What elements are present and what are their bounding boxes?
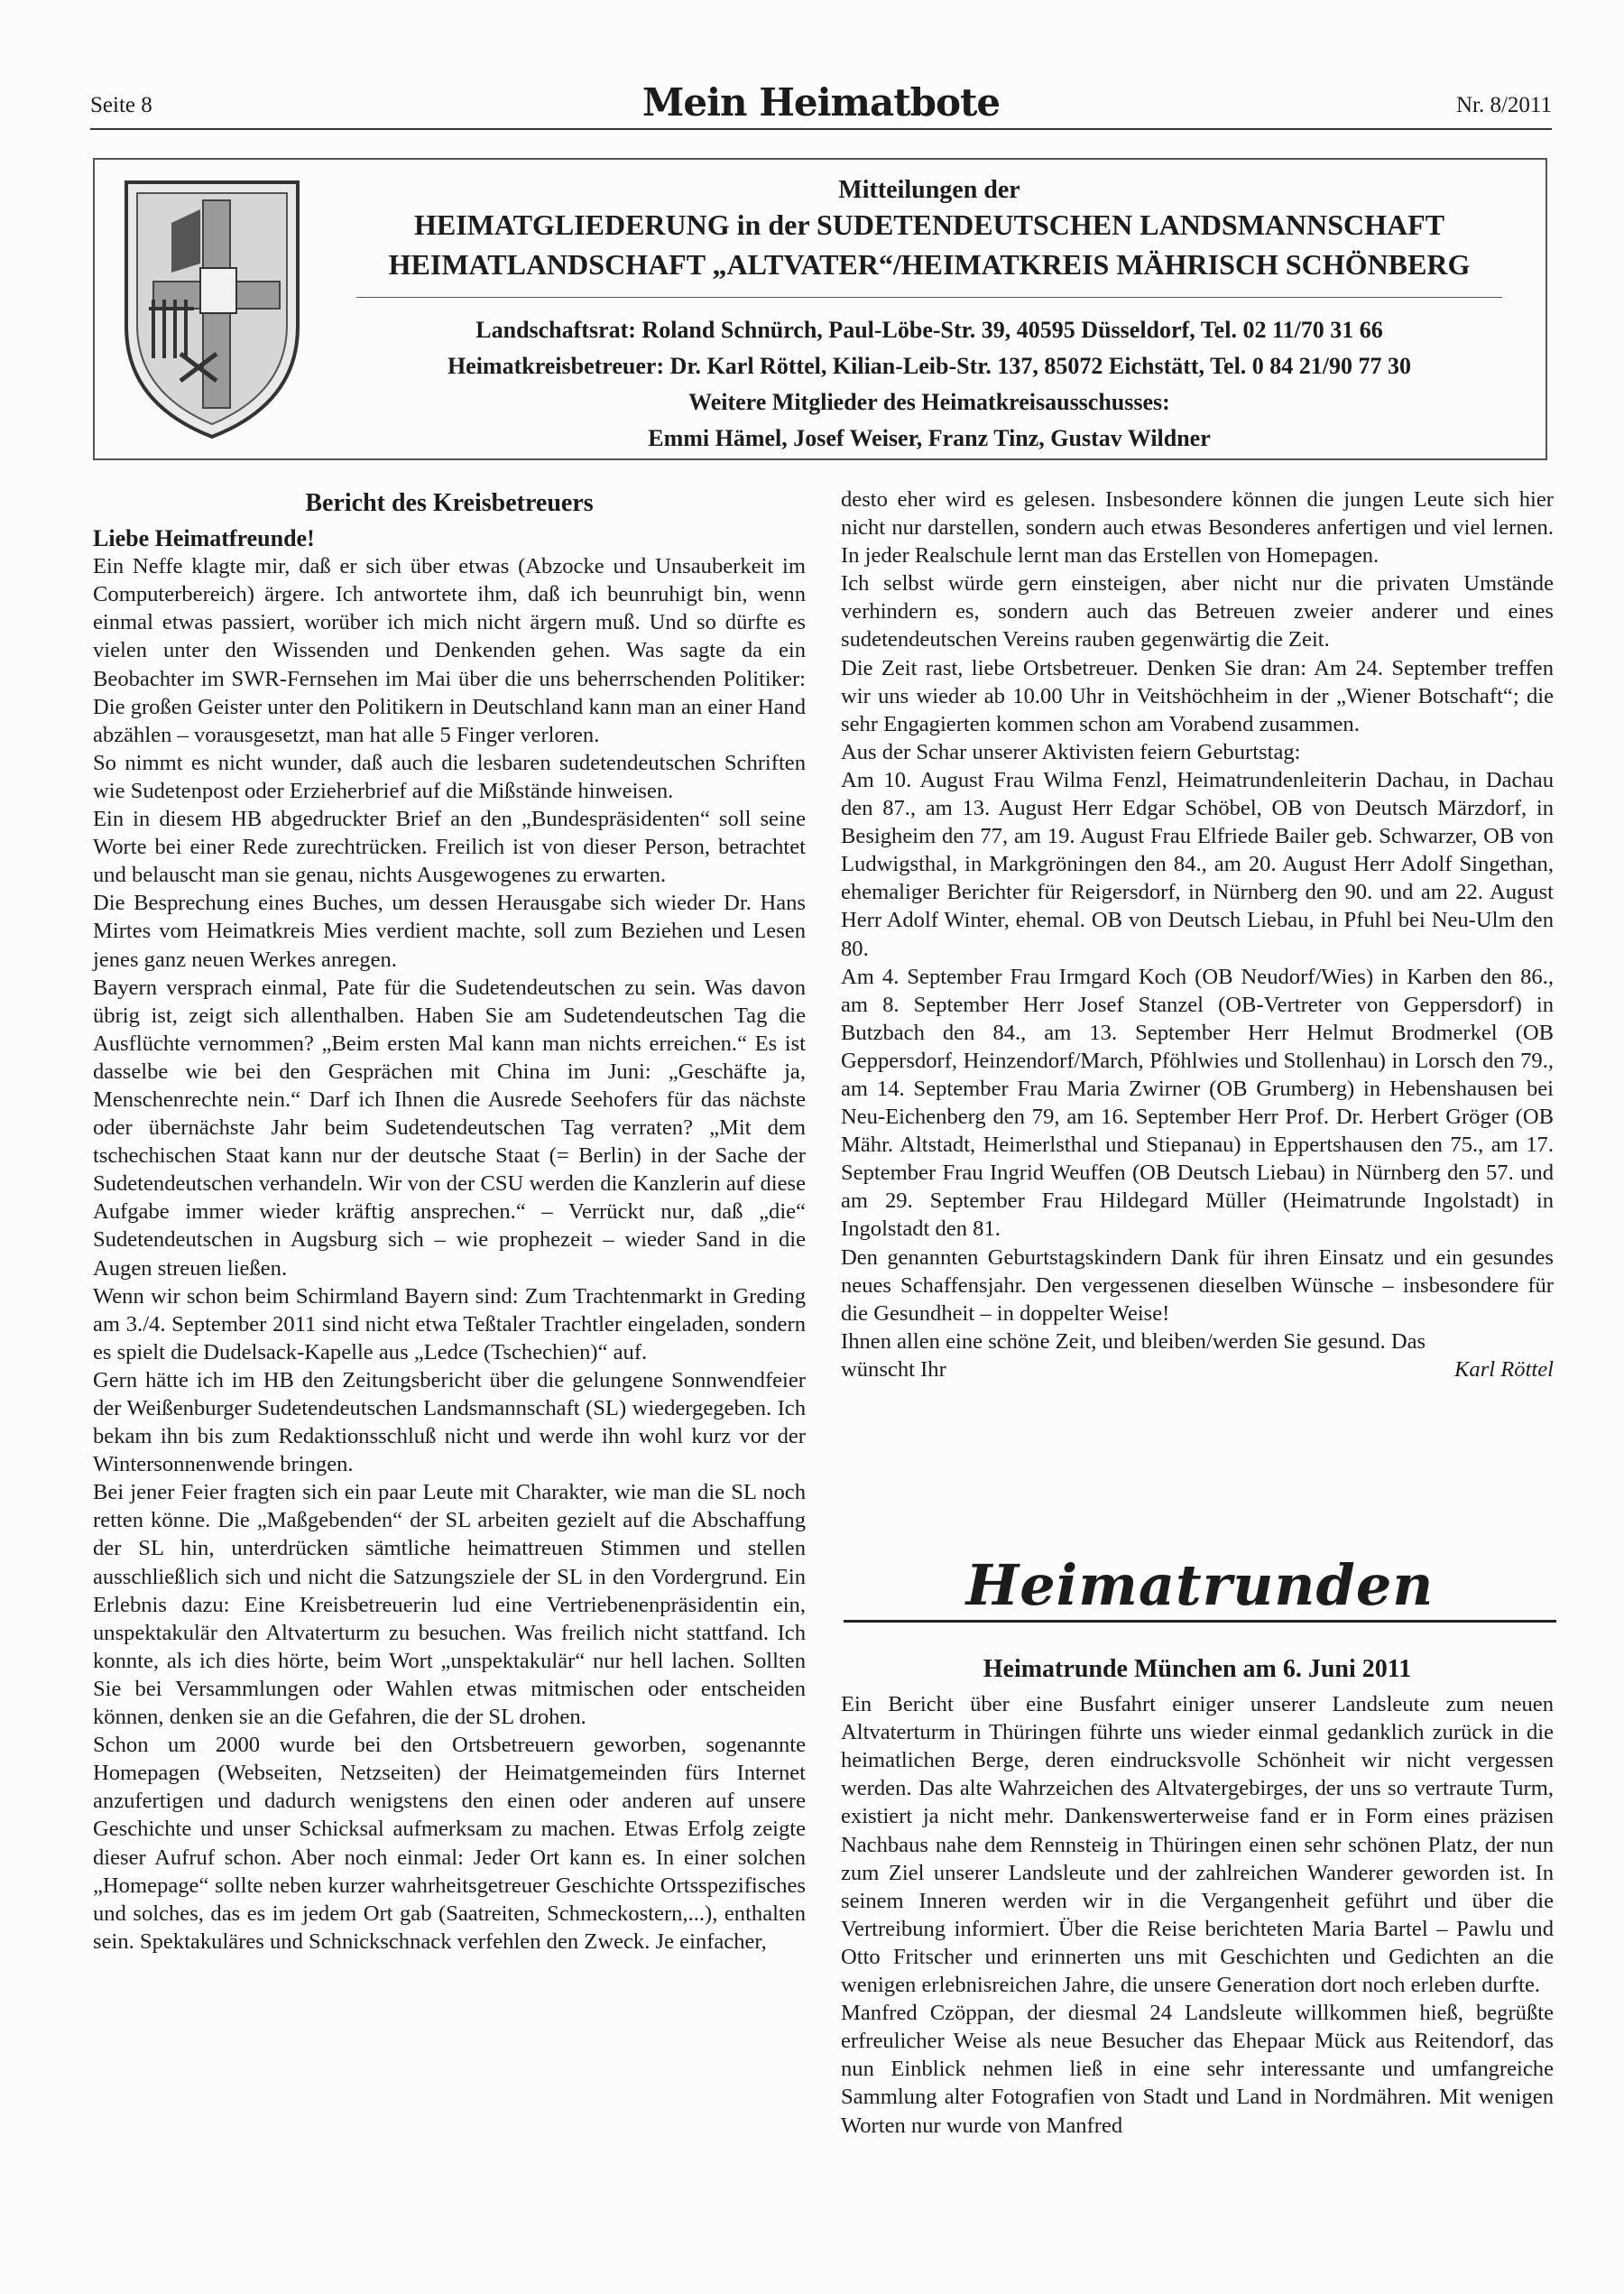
section-rubric: Heimatrunden: [965, 1552, 1435, 1618]
paragraph: Am 4. September Frau Irmgard Koch (OB Neudorf/Wies) in Karben den 86., am 8. September Herr Josef Stanzel (OB-Vertreter von Geppersdorf) in Butzbach den 84., am 13. September Herr Helmut Brodmerkel (OB Geppersdorf, Heinzendorf/March, Pföhlwies und Stollenhau) in Lorsch den 79., am 14. September Frau Maria Zwirner (OB Grumberg) in Hebenshausen bei Neu-Eichenberg den 79, am 16. September Herr Prof. Dr. Herbert Gröger (OB Mähr. Altstadt, Heimerlsthal und Stiepanau) in Eppertshausen den 75., am 17. September Frau Ingrid Weuffen (OB Deutsch Liebau) in Nürnberg den 57. und am 29. September Frau Hildegard Müller (Heimatrunde Ingolstadt) in Ingolstadt den 81.: [841, 964, 1554, 1242]
paragraph: Ihnen allen eine schöne Zeit, und bleiben/werden Sie gesund. Das: [841, 1328, 1426, 1354]
rubric-rule: [844, 1620, 1556, 1623]
page-number: Seite 8: [90, 93, 152, 117]
organization-header-box: [93, 158, 1547, 460]
paragraph: Ein in diesem HB abgedruckter Brief an den „Bundespräsidenten“ soll seine Worte bei einer Rede zurechtrücken. Freilich ist von dieser Person, betrachtet und belauscht man sie genau, nichts Ausgewogenes zu erwarten.: [93, 807, 806, 888]
header-line-4: Landschaftsrat: Roland Schnürch, Paul-Löbe-Str. 39, 40595 Düsseldorf, Tel. 02 11/70 31 66: [475, 317, 1383, 343]
paragraph: Die Zeit rast, liebe Ortsbetreuer. Denken Sie dran: Am 24. September treffen wir uns wieder ab 10.00 Uhr in Veitshöchheim in der „Wiener Botschaft“; die sehr Engagierten kommen schon am Vorabend zusammen.: [841, 655, 1554, 736]
header-line-6: Weitere Mitglieder des Heimatkreisausschusses:: [688, 389, 1170, 415]
header-divider: [356, 297, 1502, 298]
paragraph: Ein Bericht über eine Busfahrt einiger unserer Landsleute zum neuen Altvaterturm in Thüringen führte uns wieder einmal gedanklich zurück in die heimatlichen Berge, deren eindrucksvolle Schönheit wir nicht vergessen werden. Das alte Wahrzeichen des Altvatergebirges, der uns so vertraute Turm, existiert ja nicht mehr. Dankenswerterweise fand er in Form eines präzisen Nachbaus nahe dem Rennsteig in Thüringen einen sehr schönen Platz, der nun zum Ziel unserer Landsleute und der zahlreichen Wanderer geworden ist. In seinem Inneren werden wir in die Vergangenheit geführt und über die Vertreibung informiert. Über die Reise berichteten Maria Bartel – Pawlu und Otto Fritscher und erinnerten uns mit Geschichten und Gedichten an die wenigen erlebnisreichen Jahre, die unsere Generation dort noch erleben durfte.: [841, 1692, 1554, 1998]
report-salutation: Liebe Heimatfreunde!: [93, 525, 315, 552]
paragraph: Am 10. August Frau Wilma Fenzl, Heimatrundenleiterin Dachau, in Dachau den 87., am 13. August Herr Edgar Schöbel, OB von Deutsch Märzdorf, in Besigheim den 77, am 19. August Frau Elfriede Bailer geb. Schwarzer, OB von Ludwigsthal, in Markgröningen den 84., am 20. August Herr Adolf Singethan, ehemaliger Berichter für Reigersdorf, in Nürnberg den 90. und am 22. August Herr Adolf Winter, ehemal. OB von Deutsch Liebau, in Pfuhl bei Neu-Ulm den 80.: [841, 767, 1554, 961]
paragraph: Gern hätte ich im HB den Zeitungsbericht über die gelungene Sonnwendfeier der Weißenburger Sudetendeutschen Landsmannschaft (SL) wiedergegeben. Ich bekam ihn bis zum Redaktionsschluß nicht und werde ihn wohl kurz vor der Wintersonnenwende bringen.: [93, 1367, 806, 1477]
report-title: Bericht des Kreisbetreuers: [305, 489, 594, 517]
paragraph: Die Besprechung eines Buches, um dessen Herausgabe sich wieder Dr. Hans Mirtes vom Heimatkreis Mies verdient machte, soll zum Beziehen und Lesen jenes ganz neuen Werkes anregen.: [93, 891, 806, 972]
header-line-1: Mitteilungen der: [838, 176, 1020, 204]
article-title: Heimatrunde München am 6. Juni 2011: [983, 1655, 1412, 1683]
closing-text: wünscht Ihr: [841, 1356, 946, 1382]
header-text: [347, 169, 1511, 457]
header-line-7: Emmi Hämel, Josef Weiser, Franz Tinz, Gustav Wildner: [648, 425, 1211, 451]
paragraph: Bayern versprach einmal, Pate für die Sudetendeutschen zu sein. Was davon übrig ist, zeigt sich allenthalben. Haben Sie am Sudetendeutschen Tag die Ausflüchte vernommen? „Beim ersten Mal kann man nichts erreichen.“ Es ist dasselbe wie bei den Gesprächen mit China im Juni: „Geschäfte ja, Menschenrechte nein.“ Darf ich Ihnen die Ausrede Seehofers für das nächste oder übernächste Jahr beim Sudetendeutschen Tag verraten? „Mit dem tschechischen Staat kann nur der deutsche Staat (= Berlin) in der Sache der Sudetendeutschen verhandeln. Wir von der CSU werden die Kanzlerin auf diese Aufgabe immer wieder kräftig ansprechen.“ – Verrückt nur, daß „die“ Sudetendeutschen in Augsburg sich – wie prophezeit – wieder Sand in die Augen streuen ließen.: [93, 975, 806, 1281]
paragraph: Schon um 2000 wurde bei den Ortsbetreuern geworben, sogenannte Homepagen (Webseiten, Netzseiten) der Heimatgemeinden fürs Internet anzufertigen und dadurch wenigstens den einen oder anderen auf unsere Geschichte und unser Schicksal aufmerksam zu machen. Etwas Erfolg zeigte dieser Aufruf schon. Aber noch einmal: Jeder Ort kann es. In einer solchen „Homepage“ sollte neben kurzer wahrheitsgetreuer Geschichte Ortsspezifisches und solches, das es im jedem Ort gab (Saatreiten, Schmeckostern,...), enthalten sein. Spektakuläres und Schnickschnack verfehlen den Zweck. Je einfacher,: [93, 1733, 806, 1954]
paragraph: Manfred Czöppan, der diesmal 24 Landsleute willkommen hieß, begrüßte erfreulicher Weise als neue Besucher das Ehepaar Mück aus Reitendorf, das nun Einblick nehmen ließ in eine sehr interessante und umfangreiche Sammlung alter Fotografien von Stadt und Land in Nordmähren. Mit wenigen Worten nur wurde von Manfred: [841, 2001, 1554, 2138]
paragraph: desto eher wird es gelesen. Insbesondere können die jungen Leute sich hier nicht nur darstellen, sondern auch etwas Besonderes anfertigen und viel lernen. In jeder Realschule lernt man das Erstellen von Homepagen.: [841, 487, 1554, 569]
masthead-title: Mein Heimatbote: [641, 80, 1001, 125]
paragraph: So nimmt es nicht wunder, daß auch die lesbaren sudetendeutschen Schriften wie Sudetenpost oder Erzieherbrief auf die Mißstände hinweisen.: [93, 750, 806, 803]
heimatrunde-article: [841, 1651, 1554, 2140]
header-line-2: HEIMATGLIEDERUNG in der SUDETENDEUTSCHEN LANDSMANNSCHAFT: [413, 208, 1445, 241]
signature: Karl Röttel: [1454, 1356, 1554, 1382]
header-line-5: Heimatkreisbetreuer: Dr. Karl Röttel, Kilian-Leib-Str. 137, 85072 Eichstätt, Tel. 0 84 21/90 77 30: [447, 353, 1412, 379]
paragraph: Ein Neffe klagte mir, daß er sich über etwas (Abzocke und Unsauberkeit im Computerbereich) ärgere. Ich antwortete ihm, daß ich beunruhigt bin, wenn einmal etwas passiert, worüber ich mich nicht ärgern muß. Und so dürfte es vielen unter den Wissenden und Denkenden gehen. Was sagte da ein Beobachter im SWR-Fernsehen im Mai über die uns beherrschenden Politiker: Die großen Geister unter den Politikern in Deutschland kann man an einer Hand abzählen – vorausgesetzt, man hat alle 5 Finger verloren.: [93, 554, 806, 747]
header-line-3: HEIMATLANDSCHAFT „ALTVATER“/HEIMATKREIS MÄHRISCH SCHÖNBERG: [388, 248, 1471, 281]
head-rule: [90, 128, 1552, 130]
paragraph: Aus der Schar unserer Aktivisten feiern Geburtstag:: [841, 739, 1301, 764]
paragraph: Bei jener Feier fragten sich ein paar Leute mit Charakter, wie man die SL noch retten könne. Die „Maßgebenden“ der SL arbeiten gezielt auf die Abschaffung der SL hin, unterdrücken sämtliche heimattreuen Stimmen und stellen ausschließlich sich und nicht die Satzungsziele der SL in den Vordergrund. Ein Erlebnis dazu: Eine Kreisbetreuerin lud eine Vertriebenenpräsidentin ein, unspektakulär den Altvaterturm zu besuchen. Was freilich nicht stattfand. Ich konnte, als ich dies hörte, beim Wort „unspektakulär“ nur hell lachen. Sollten Sie bei Versammlungen oder Wahlen etwas mitmischen oder entscheiden können, denken sie an die Gefahren, die der SL drohen.: [93, 1480, 806, 1730]
paragraph: Ich selbst würde gern einsteigen, aber nicht nur die privaten Umstände verhindern es, sondern auch das Betreuen zweier anderer und eines sudetendeutschen Vereins rauben gegenwärtig die Zeit.: [841, 571, 1554, 652]
running-head: [90, 80, 1552, 126]
closing-row: [841, 1355, 1554, 1383]
paragraph: Wenn wir schon beim Schirmland Bayern sind: Zum Trachtenmarkt in Greding am 3./4. September 2011 sind nicht etwa Teßtaler Trachtler eingeladen, sondern es spielt die Dudelsack-Kapelle aus „Ledce (Tschechien)“ auf.: [93, 1283, 806, 1364]
issue-number: Nr. 8/2011: [1455, 93, 1552, 117]
paragraph: Den genannten Geburtstagskindern Dank für ihren Einsatz und ein gesundes neues Schaffensjahr. Den vergessenen dieselben Wünsche – insbesondere für die Gesundheit – in doppelter Weise!: [841, 1244, 1554, 1326]
right-column: [841, 486, 1554, 1383]
left-column: [93, 486, 806, 1956]
coat-of-arms-icon: [117, 173, 307, 444]
